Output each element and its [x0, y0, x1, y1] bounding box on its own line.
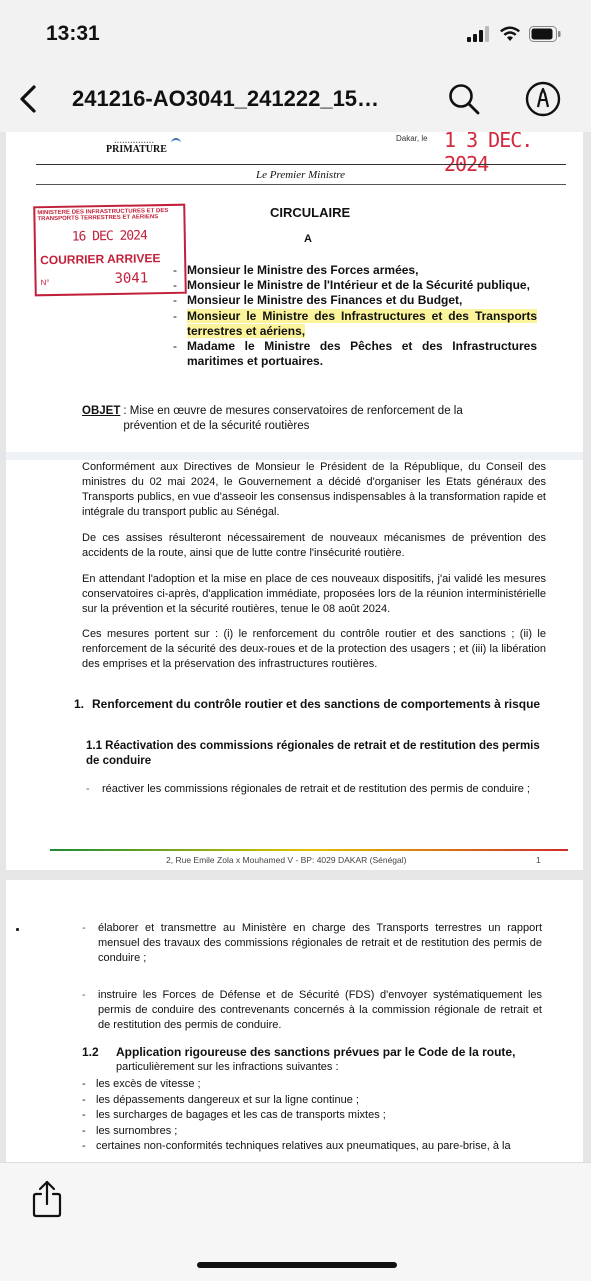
list-item-text: les surnombres ; — [96, 1124, 178, 1137]
paragraph-2: De ces assises résulteront nécessairement de nouveaux mécanismes de prévention des accidents de la route, ainsi que de lutte contre l'insécurité routière. — [82, 532, 546, 559]
list-item: - les surcharges de bagages et les cas de transports mixtes ; — [82, 1108, 552, 1124]
addressee-item: - Monsieur le Ministre des Infrastructures et des Transports terrestres et aériens, — [173, 308, 537, 338]
header-divider — [36, 164, 566, 165]
list-item-text: les dépassements dangereux et sur la ligne continue ; — [96, 1093, 359, 1106]
premier-ministre: Le Premier Ministre — [256, 169, 346, 181]
stamp-date: 16 DEC 2024 — [71, 228, 147, 245]
arrival-stamp — [33, 204, 187, 297]
circulaire-a: A — [304, 233, 312, 245]
bottom-toolbar — [0, 1162, 591, 1281]
section-1-2-title: Application rigoureuse des sanctions prévues par le Code de la route, — [116, 1045, 516, 1059]
footer-address: 2, Rue Emile Zola x Mouhamed V - BP: 4029 DAKAR (Sénégal) — [166, 855, 407, 865]
document-page-1 — [6, 132, 583, 870]
stamp-line1: MINISTERE DES INFRASTRUCTURES ET DES — [37, 207, 169, 217]
bullet-text: élaborer et transmettre au Ministère en charge des Transports terrestres un rapport mensuel des travaux des commissions régionales de retrait et de restitution des permis de conduire ; — [98, 922, 542, 964]
back-chevron-icon[interactable] — [14, 82, 44, 116]
stamp-no: N° — [40, 278, 50, 288]
bullet-text: instruire les Forces de Défense et de Sécurité (FDS) d'envoyer systématiquement les permis de conduire des contrevenants concernés à la commission régionale de retrait et de restitution des permis de conduire. — [98, 989, 542, 1031]
section-1-1-heading: 1.1 Réactivation des commissions régionales de retrait et de restitution des permis de conduire — [86, 740, 540, 767]
list-item-text: les surcharges de bagages et les cas de transports mixtes ; — [96, 1109, 386, 1121]
bullet-item: - réactiver les commissions régionales de retrait et de restitution des permis de conduire ; — [86, 782, 546, 797]
addressee-item: - Monsieur le Ministre des Forces armées, — [173, 263, 537, 278]
objet-label: OBJET — [82, 405, 121, 417]
list-item: - les dépassements dangereux et sur la ligne continue ; — [82, 1093, 552, 1109]
paragraph-1: Conformément aux Directives de Monsieur le Président de la République, du Conseil des ministres du 02 mai 2024, le Gouvernement a décidé d'organiser les Etats généraux des Transports publics, en vue d'asseoir les consensus indispensables à la transformation rapide et intégrale du transport public au Sénégal. — [82, 461, 546, 518]
addressee-item: - Monsieur le Ministre de l'Intérieur et de la Sécurité publique, — [173, 278, 537, 293]
search-icon[interactable] — [445, 80, 483, 118]
stamp-courrier: COURRIER ARRIVEE — [40, 251, 161, 268]
section-1-number: 1. — [74, 697, 85, 711]
section-1-title: Renforcement du contrôle routier et des sanctions de comportements à risque — [92, 697, 541, 711]
wifi-icon — [499, 26, 521, 42]
document-viewer[interactable] — [0, 132, 591, 1162]
addressee-item: - Monsieur le Ministre des Finances et du Budget, — [173, 293, 537, 308]
markup-pen-icon[interactable] — [524, 80, 562, 118]
paragraph-4: Ces mesures portent sur : (i) le renforcement du contrôle routier et des sanctions ; (ii) le renforcement de la sécurité des deux-roues et de la protection des usagers ; et (iii) la libération des emprises et la préservation des infrastructures routières. — [82, 628, 546, 670]
addressee-text: Monsieur le Ministre de l'Intérieur et de la Sécurité publique, — [187, 278, 530, 293]
addressee-text: Monsieur le Ministre des Forces armées, — [187, 263, 419, 277]
section-1-2-heading — [82, 1045, 542, 1060]
addressee-text-highlighted: Monsieur le Ministre des Infrastructures et des Transports terrestres et aériens, — [187, 308, 537, 338]
scan-seam — [6, 452, 583, 460]
document-page-2 — [6, 880, 583, 1162]
section-1-heading — [74, 697, 546, 712]
status-icons — [467, 26, 561, 42]
stamp-number: 3041 — [114, 270, 149, 287]
status-bar — [0, 0, 591, 66]
section-1-2-subtitle: particulièrement sur les infractions suivantes : — [116, 1061, 339, 1073]
bullet-item: - élaborer et transmettre au Ministère en charge des Transports terrestres un rapport mensuel des travaux des commissions régionales de retrait et de restitution des permis de conduire ; — [82, 922, 542, 964]
page-number: 1 — [536, 855, 541, 865]
header-divider-2 — [36, 184, 566, 185]
battery-icon — [529, 26, 561, 42]
logo-mark-icon — [171, 138, 181, 146]
section-1-2-number: 1.2 — [82, 1045, 99, 1059]
objet-text: : Mise en œuvre de mesures conservatoires de renforcement de la prévention et de la sécurité routières — [123, 405, 463, 432]
objet-block — [82, 404, 502, 434]
list-item: - les surnombres ; — [82, 1124, 552, 1140]
addressee-list — [173, 263, 537, 369]
header-date-stamp: 1 3 DEC. 2024 — [444, 132, 533, 176]
header-primature: PRIMATURE — [106, 144, 167, 155]
document-title: 241216-AO3041_241222_15… — [72, 86, 380, 111]
list-item: - les excès de vitesse ; — [82, 1077, 552, 1093]
infractions-list — [82, 1077, 552, 1155]
addressee-text: Madame le Ministre des Pêches et des Infrastructures maritimes et portuaires. — [187, 339, 537, 369]
bullet-item: - instruire les Forces de Défense et de Sécurité (FDS) d'envoyer systématiquement les permis de conduire des contrevenants concernés à la commission régionale de retrait et de restitution des permis de conduire. — [82, 989, 542, 1031]
stamp-line2: TRANSPORTS TERRESTRES ET AERIENS — [37, 214, 159, 223]
bullet-text: réactiver les commissions régionales de retrait et de restitution des permis de conduire ; — [102, 783, 530, 795]
home-indicator[interactable] — [197, 1262, 397, 1268]
paragraph-3: En attendant l'adoption et la mise en place de ces nouveaux dispositifs, j'ai validé les mesures conservatoires ci-après, d'application immédiate, proposées lors de la réunion interministérielle sur la prévention et la sécurité routières, tenue le 08 août 2024. — [82, 573, 546, 615]
list-item: - certaines non-conformités techniques relatives aux pneumatiques, au pare-brise, à la — [82, 1139, 552, 1155]
addressee-item: - Madame le Ministre des Pêches et des Infrastructures maritimes et portuaires. — [173, 339, 537, 369]
cellular-signal-icon — [467, 26, 491, 42]
share-icon[interactable] — [30, 1179, 64, 1219]
circulaire-title: CIRCULAIRE — [270, 205, 351, 220]
header-dots: …………… — [114, 136, 154, 145]
footer-tricolor-line — [50, 849, 568, 851]
scan-speck — [16, 928, 19, 931]
addressee-text: Monsieur le Ministre des Finances et du Budget, — [187, 293, 463, 308]
status-time: 13:31 — [46, 22, 100, 45]
header-place: Dakar, le — [396, 134, 428, 143]
list-item-text: les excès de vitesse ; — [96, 1078, 201, 1090]
list-item-text: certaines non-conformités techniques relatives aux pneumatiques, au pare-brise, à la — [96, 1140, 511, 1152]
navigation-bar — [0, 66, 591, 133]
